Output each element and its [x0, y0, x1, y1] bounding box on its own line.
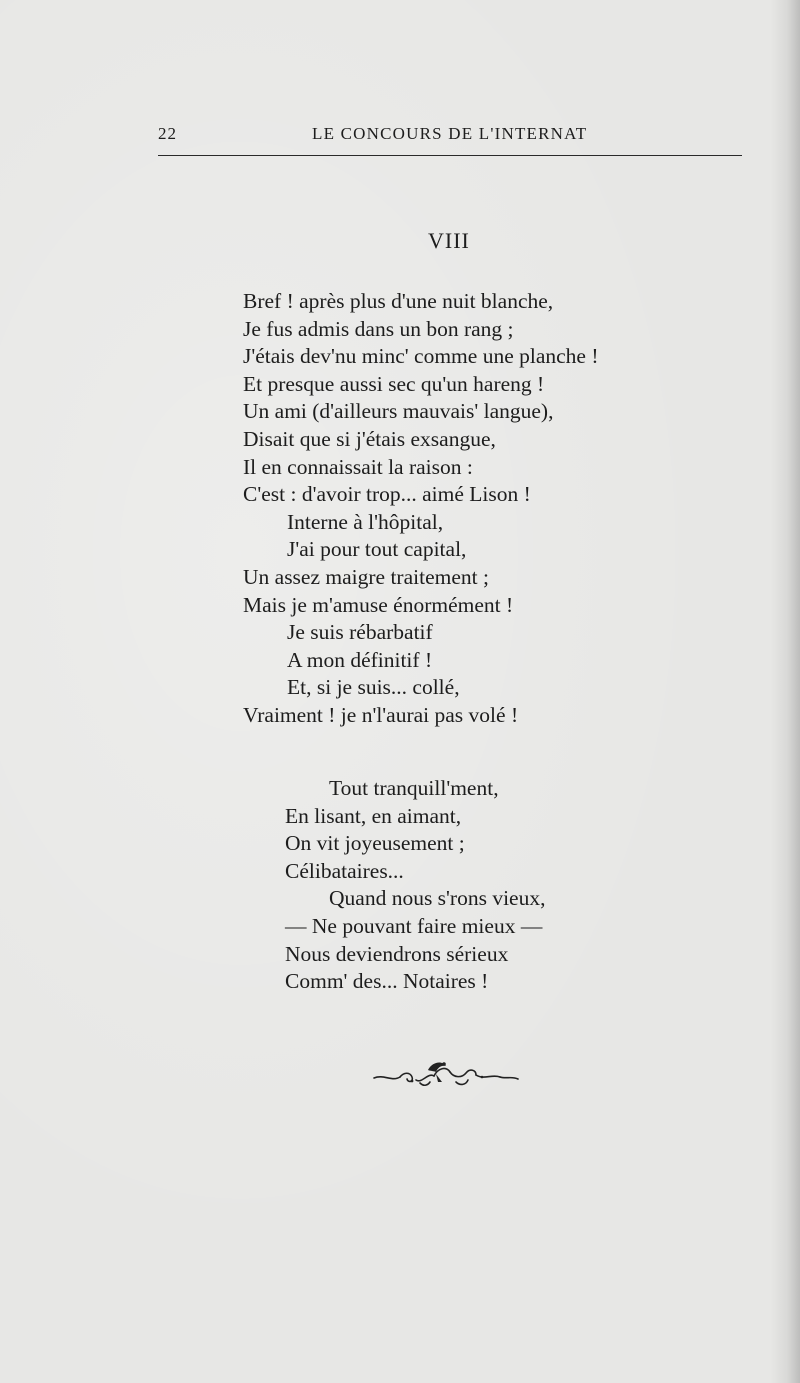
- verse-line: Comm' des... Notaires !: [285, 969, 489, 994]
- verse-line-indented: Et, si je suis... collé,: [287, 675, 460, 700]
- verse-line: Disait que si j'étais exsangue,: [243, 426, 496, 451]
- verse-line: C'est : d'avoir trop... aimé Lison !: [243, 482, 531, 507]
- verse-line: Un ami (d'ailleurs mauvais' langue),: [243, 399, 554, 424]
- verse-line-indented: Interne à l'hôpital,: [287, 509, 444, 534]
- running-title: LE CONCOURS DE L'INTERNAT: [312, 124, 588, 143]
- verse-line-indented: Quand nous s'rons vieux,: [329, 886, 546, 911]
- header-rule: [158, 155, 742, 156]
- verse-line: Nous deviendrons sérieux: [285, 941, 509, 966]
- section-numeral: VIII: [428, 228, 470, 253]
- stanza-1: [243, 288, 599, 730]
- binding-shadow: [770, 0, 800, 1383]
- verse-line: Un assez maigre traitement ;: [243, 564, 489, 589]
- verse-line: Vraiment ! je n'l'aurai pas volé !: [243, 702, 519, 727]
- verse-line: Bref ! après plus d'une nuit blanche,: [243, 289, 554, 313]
- verse-line: — Ne pouvant faire mieux —: [285, 913, 543, 938]
- stanza-2: [285, 775, 545, 996]
- page-number: 22: [158, 124, 177, 143]
- verse-line: J'étais dev'nu minc' comme une planche !: [243, 344, 599, 369]
- fleuron-ornament-icon: [372, 1058, 520, 1090]
- verse-line-indented: Je suis rébarbatif: [287, 620, 433, 645]
- verse-line: En lisant, en aimant,: [285, 803, 462, 828]
- running-head: [158, 124, 742, 148]
- verse-line: Et presque aussi sec qu'un hareng !: [243, 371, 545, 396]
- verse-line-indented: A mon définitif !: [287, 647, 433, 672]
- verse-line-indented: J'ai pour tout capital,: [287, 537, 467, 562]
- verse-line: On vit joyeusement ;: [285, 831, 465, 856]
- verse-line: Célibataires...: [285, 858, 404, 883]
- verse-line: Il en connaissait la raison :: [243, 454, 473, 479]
- verse-line-indented: Tout tranquill'ment,: [329, 776, 499, 800]
- verse-line: Mais je m'amuse énormément !: [243, 592, 514, 617]
- verse-line: Je fus admis dans un bon rang ;: [243, 316, 514, 341]
